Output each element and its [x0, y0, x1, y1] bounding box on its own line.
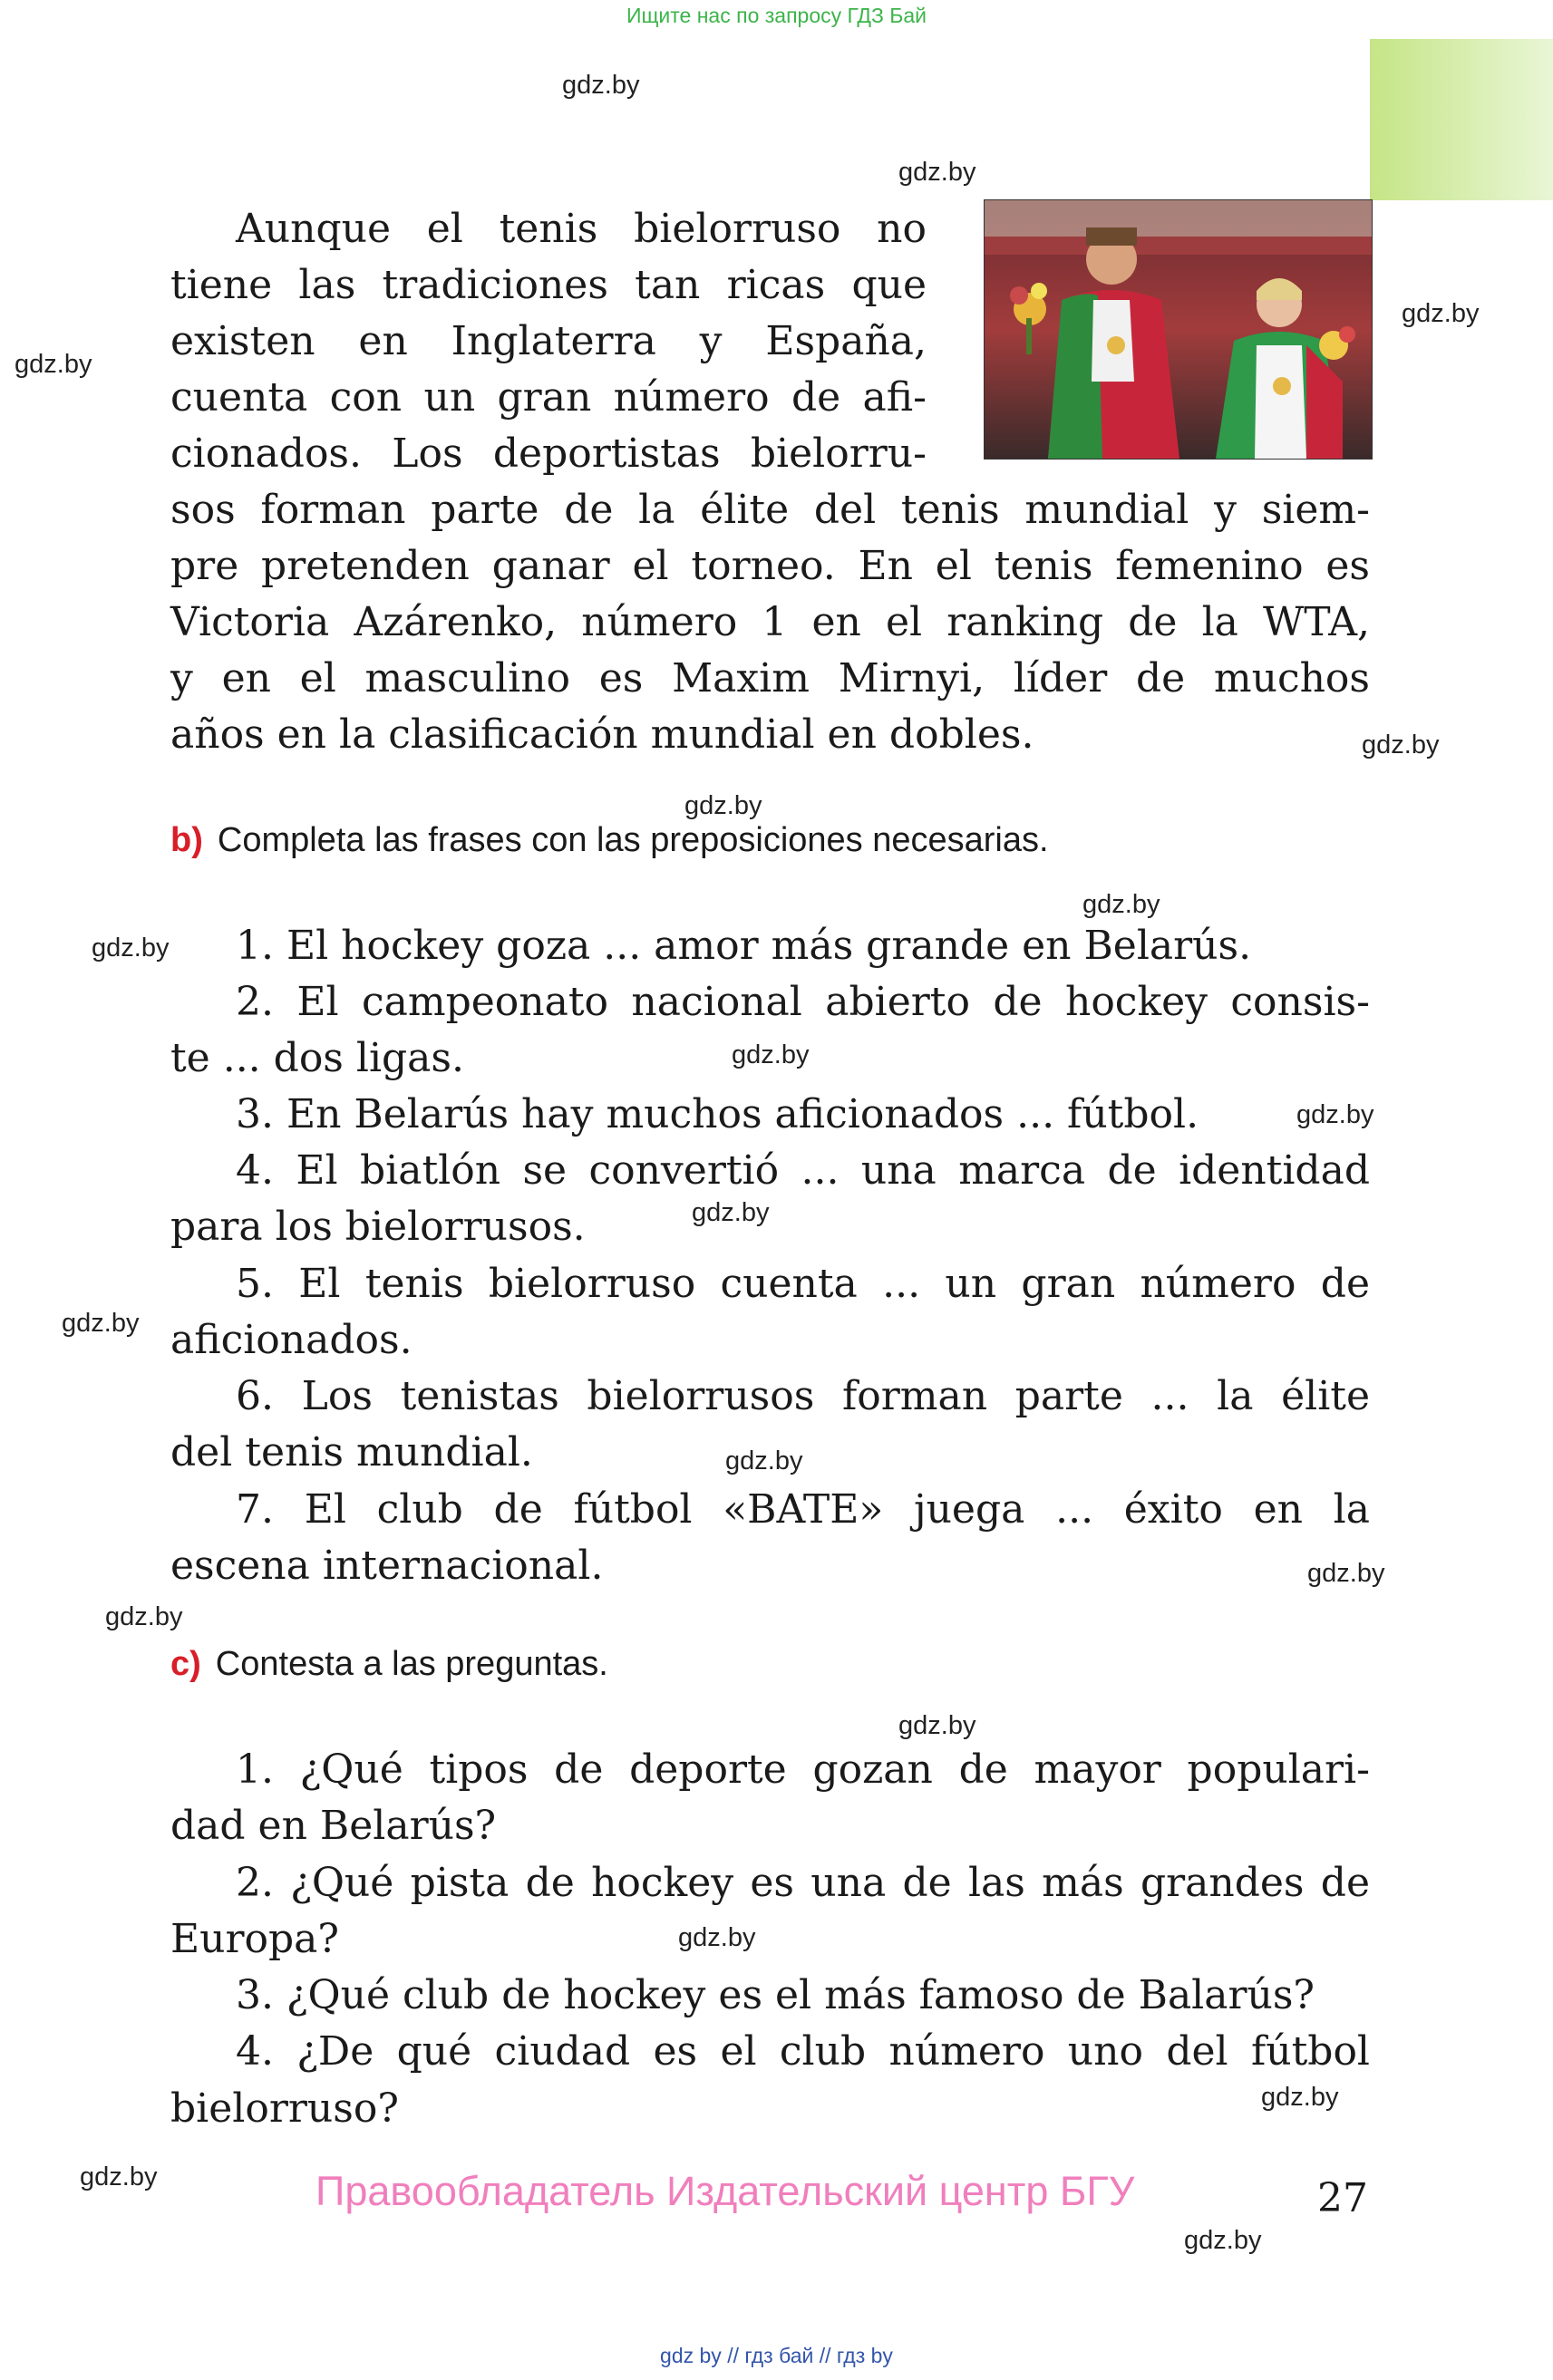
exercise-line: 4. El biatlón se convertió ... una marca de identidad: [236, 1147, 1370, 1194]
exercise-line: 2. El campeonato nacional abierto de hockey consis-: [236, 979, 1370, 1025]
exercise-line: aficionados.: [170, 1317, 413, 1363]
watermark: gdz.by: [562, 71, 640, 100]
exercise-line: 7. El club de fútbol «BATE» juega ... éxito en la: [236, 1486, 1370, 1533]
exercise-line: 3. En Belarús hay muchos aficionados ... fútbol.: [236, 1091, 1199, 1137]
intro-line: cuenta con un gran número de afi-: [170, 374, 927, 421]
intro-line: Aunque el tenis bielorruso no: [236, 206, 927, 252]
question-line: 2. ¿Qué pista de hockey es una de las más grandes de: [236, 1860, 1370, 1906]
watermark: gdz.by: [1082, 890, 1160, 919]
watermark: gdz.by: [80, 2162, 158, 2191]
section-letter: b): [170, 821, 203, 859]
intro-line: Victoria Azárenko, número 1 en el ranking de la WTA,: [170, 599, 1370, 645]
question-line: 1. ¿Qué tipos de deporte gozan de mayor populari-: [236, 1746, 1370, 1793]
tennis-players-photo-icon: [984, 199, 1373, 460]
corner-color-tab: [1370, 39, 1553, 200]
section-letter: c): [170, 1645, 201, 1683]
intro-line: y en el masculino es Maxim Mirnyi, líder de muchos: [170, 655, 1370, 701]
section-c-heading: [170, 1645, 608, 1684]
watermark: gdz.by: [1184, 2226, 1262, 2255]
watermark: gdz.by: [684, 791, 762, 820]
exercise-line: para los bielorrusos.: [170, 1204, 586, 1250]
intro-line: sos forman parte de la élite del tenis mundial y siem-: [170, 487, 1370, 533]
watermark: gdz.by: [15, 350, 92, 379]
bottom-links[interactable]: gdz by // гдз бай // гдз by: [660, 2344, 893, 2367]
exercise-line: escena internacional.: [170, 1543, 604, 1589]
exercise-line: 1. El hockey goza ... amor más grande en Belarús.: [236, 923, 1252, 969]
watermark: gdz.by: [678, 1923, 756, 1952]
intro-line: existen en Inglaterra y España,: [170, 318, 927, 364]
watermark: gdz.by: [1307, 1559, 1385, 1588]
watermark: gdz.by: [732, 1040, 810, 1069]
intro-line: cionados. Los deportistas bielorru-: [170, 431, 927, 477]
watermark: gdz.by: [1402, 299, 1480, 328]
watermark: gdz.by: [62, 1309, 140, 1338]
watermark: gdz.by: [898, 158, 976, 187]
watermark: gdz.by: [692, 1198, 770, 1227]
watermark: gdz.by: [92, 934, 170, 963]
section-instruction: Completa las frases con las preposiciones necesarias.: [217, 821, 1049, 859]
watermark: gdz.by: [725, 1446, 803, 1475]
copyright-holder: Правообладатель Издательский центр БГУ: [315, 2168, 1135, 2214]
exercise-line: 5. El tenis bielorruso cuenta ... un gran número de: [236, 1261, 1370, 1307]
intro-line: años en la clasificación mundial en dobles.: [170, 711, 1034, 758]
intro-line: pre pretenden ganar el torneo. En el tenis femenino es: [170, 543, 1370, 589]
watermark: gdz.by: [1261, 2083, 1339, 2112]
intro-line: tiene las tradiciones tan ricas que: [170, 262, 927, 308]
section-b-heading: [170, 821, 1049, 860]
exercise-line: te ... dos ligas.: [170, 1035, 464, 1081]
question-line: Europa?: [170, 1916, 339, 1962]
exercise-line: del tenis mundial.: [170, 1429, 533, 1475]
question-line: dad en Belarús?: [170, 1803, 497, 1849]
question-line: 4. ¿De qué ciudad es el club número uno del fútbol: [236, 2028, 1370, 2075]
question-line: bielorruso?: [170, 2085, 399, 2132]
top-note: Ищите нас по запросу ГДЗ Бай: [626, 4, 927, 27]
page-number: 27: [1317, 2175, 1368, 2221]
watermark: gdz.by: [1362, 730, 1440, 759]
watermark: gdz.by: [1296, 1100, 1374, 1129]
watermark: gdz.by: [105, 1602, 183, 1631]
exercise-line: 6. Los tenistas bielorrusos forman parte ... la élite: [236, 1373, 1370, 1419]
watermark: gdz.by: [898, 1711, 976, 1740]
question-line: 3. ¿Qué club de hockey es el más famoso de Balarús?: [236, 1972, 1315, 2018]
section-instruction: Contesta a las preguntas.: [215, 1645, 608, 1683]
